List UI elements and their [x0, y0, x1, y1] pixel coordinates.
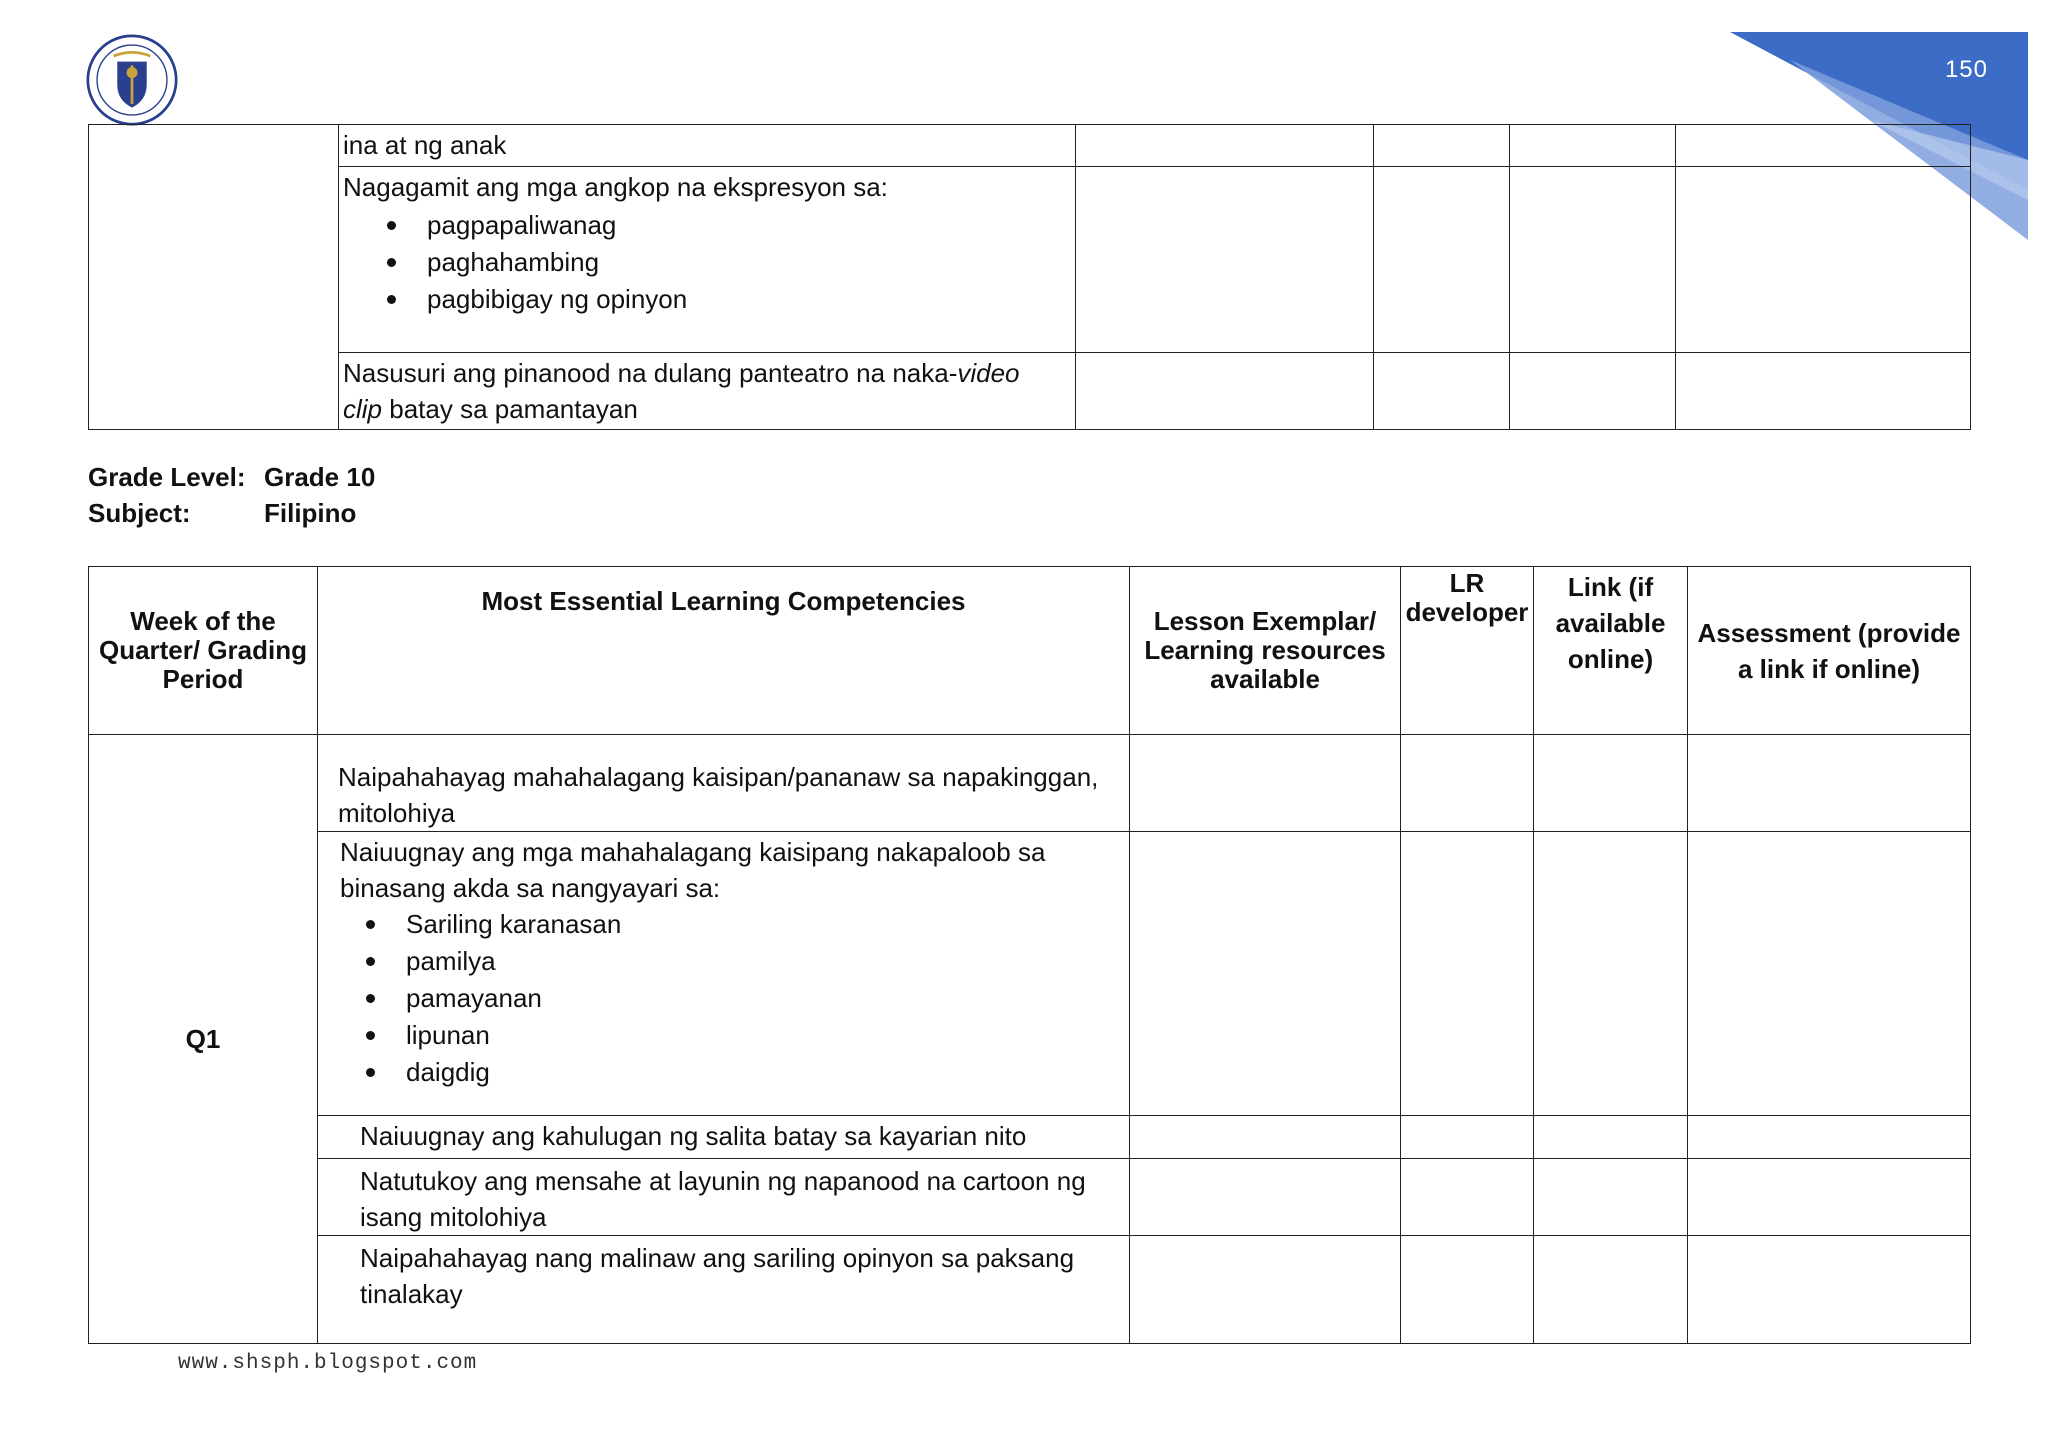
competency-cell: Nagagamit ang mga angkop na ekspresyon sa: pagpapaliwanag paghahambing pagbibigay ng opinyon: [339, 167, 1076, 353]
list-item: pagpapaliwanag: [427, 207, 1075, 244]
deped-seal-logo: [86, 34, 178, 126]
list-item: paghahambing: [427, 244, 1075, 281]
page-number: 150: [1944, 56, 1988, 83]
competency-cell: Natutukoy ang mensahe at layunin ng napanood na cartoon ng isang mitolohiya: [318, 1159, 1130, 1236]
list-item: Sariling karanasan: [406, 906, 1129, 943]
competency-cell: Naipahahayag mahahalagang kaisipan/pananaw sa napakinggan, mitolohiya: [318, 735, 1130, 832]
list-item: pamilya: [406, 943, 1129, 980]
competency-cell: Naiuugnay ang kahulugan ng salita batay sa kayarian nito: [318, 1116, 1130, 1159]
header-exemplar: Lesson Exemplar/ Learning resources available: [1130, 567, 1401, 735]
list-item: pagbibigay ng opinyon: [427, 281, 1075, 318]
competency-cell: Nasusuri ang pinanood na dulang panteatro na naka-video clip batay sa pamantayan: [339, 353, 1076, 430]
subject-line: Subject: Filipino: [88, 498, 357, 528]
grade-level-line: Grade Level: Grade 10: [88, 462, 376, 492]
header-week: Week of the Quarter/ Grading Period: [89, 567, 318, 735]
continuation-table: [88, 124, 1971, 430]
header-link: Link (if available online): [1534, 567, 1688, 735]
competency-cell: ina at ng anak: [339, 125, 1076, 167]
relation-list: [318, 906, 1129, 1091]
melc-table: [88, 566, 1971, 1344]
week-q1: Q1: [89, 735, 318, 1344]
week-cell-empty: [89, 125, 339, 430]
list-item: daigdig: [406, 1054, 1129, 1091]
competency-cell: Naiuugnay ang mga mahahalagang kaisipang nakapaloob sa binasang akda sa nangyayari sa: Sariling karanasan pamilya pamayanan lipunan daigdig: [318, 832, 1130, 1116]
expression-list: [339, 207, 1075, 318]
header-assessment: Assessment (provide a link if online): [1688, 567, 1971, 735]
footer-url[interactable]: www.shsph.blogspot.com: [178, 1352, 478, 1375]
list-item: pamayanan: [406, 980, 1129, 1017]
header-melc: Most Essential Learning Competencies: [318, 567, 1130, 735]
competency-cell: Naipahahayag nang malinaw ang sariling opinyon sa paksang tinalakay: [318, 1236, 1130, 1344]
header-lr-developer: LR developer: [1401, 567, 1534, 735]
list-item: lipunan: [406, 1017, 1129, 1054]
